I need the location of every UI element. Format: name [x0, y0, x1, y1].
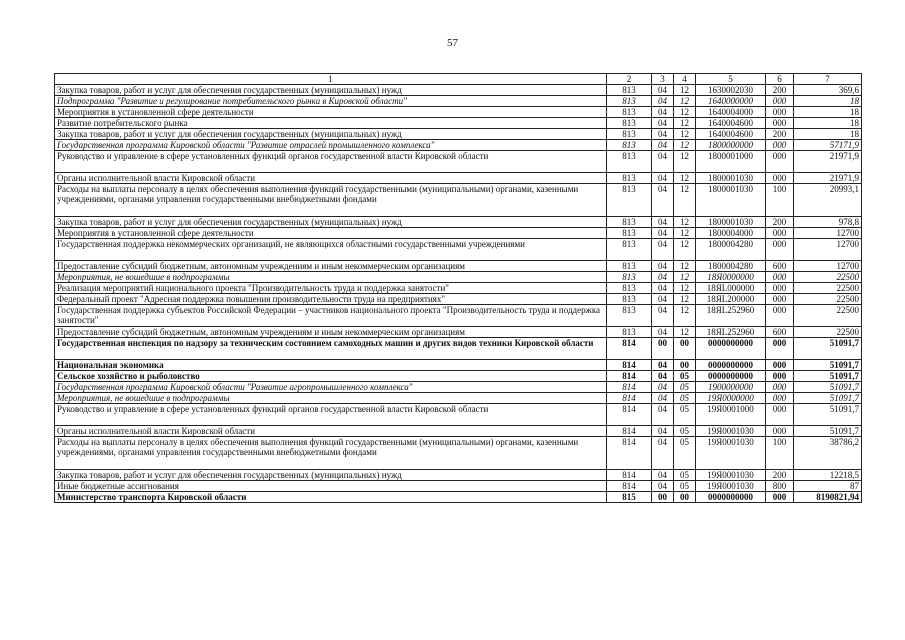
row-name: Закупка товаров, работ и услуг для обеспечения государственных (муниципальных) нужд: [55, 85, 607, 96]
row-ministry-code: 813: [607, 140, 652, 151]
row-subsection-code: 05: [674, 393, 696, 404]
row-section-code: 04: [652, 382, 674, 393]
row-name: Национальная экономика: [55, 360, 607, 371]
row-amount: 57171,9: [794, 140, 862, 151]
row-subsection-code: 12: [674, 129, 696, 140]
row-section-code: 04: [652, 283, 674, 294]
row-name: Развитие потребительского рынка: [55, 118, 607, 129]
row-target-article: 0000000000: [696, 371, 766, 382]
row-ministry-code: 813: [607, 129, 652, 140]
row-amount: 21971,9: [794, 173, 862, 184]
row-ministry-code: 813: [607, 217, 652, 228]
row-expense-type: 100: [766, 437, 794, 470]
row-subsection-code: 12: [674, 305, 696, 327]
row-name: Расходы на выплаты персоналу в целях обеспечения выполнения функций государственными (муниципальными) органами, казенными учреждениями, органами управления государственными внебюджетными фондами: [55, 437, 607, 470]
row-subsection-code: 12: [674, 217, 696, 228]
row-expense-type: 000: [766, 96, 794, 107]
row-expense-type: 200: [766, 217, 794, 228]
row-subsection-code: 12: [674, 173, 696, 184]
row-ministry-code: 814: [607, 437, 652, 470]
row-name: Государственная поддержка некоммерческих организаций, не являющихся областными государственными учреждениями: [55, 239, 607, 261]
row-name: Государственная поддержка субъектов Российской Федерации – участников национального проекта "Производительность труда и поддержка занятости": [55, 305, 607, 327]
row-expense-type: 000: [766, 272, 794, 283]
row-amount: 51091,7: [794, 371, 862, 382]
row-ministry-code: 813: [607, 85, 652, 96]
row-ministry-code: 813: [607, 107, 652, 118]
table-row: [55, 129, 862, 140]
row-expense-type: 000: [766, 107, 794, 118]
row-target-article: 1800000000: [696, 140, 766, 151]
row-section-code: 04: [652, 228, 674, 239]
row-expense-type: 000: [766, 228, 794, 239]
row-subsection-code: 12: [674, 85, 696, 96]
header-cell-2: 2: [607, 74, 652, 85]
row-subsection-code: 00: [674, 360, 696, 371]
row-amount: 18: [794, 96, 862, 107]
row-amount: 22500: [794, 294, 862, 305]
table-row: [55, 426, 862, 437]
table-row: [55, 492, 862, 503]
row-ministry-code: 813: [607, 184, 652, 217]
row-ministry-code: 813: [607, 327, 652, 338]
row-expense-type: 600: [766, 261, 794, 272]
row-amount: 51091,7: [794, 426, 862, 437]
row-amount: 22500: [794, 305, 862, 327]
row-subsection-code: 12: [674, 118, 696, 129]
row-name: Закупка товаров, работ и услуг для обеспечения государственных (муниципальных) нужд: [55, 217, 607, 228]
row-target-article: 19Я0001030: [696, 426, 766, 437]
row-target-article: 18ЯL252960: [696, 327, 766, 338]
row-section-code: 04: [652, 129, 674, 140]
row-target-article: 18ЯL252960: [696, 305, 766, 327]
row-subsection-code: 05: [674, 426, 696, 437]
row-target-article: 1800004280: [696, 239, 766, 261]
row-target-article: 1800001030: [696, 173, 766, 184]
row-expense-type: 200: [766, 129, 794, 140]
row-expense-type: 000: [766, 151, 794, 173]
row-target-article: 1800001030: [696, 217, 766, 228]
row-target-article: 1640004600: [696, 118, 766, 129]
table-row: [55, 118, 862, 129]
table-row: [55, 371, 862, 382]
header-cell-7: 7: [794, 74, 862, 85]
row-name: Сельское хозяйство и рыболовство: [55, 371, 607, 382]
row-ministry-code: 813: [607, 294, 652, 305]
row-subsection-code: 12: [674, 228, 696, 239]
row-expense-type: 000: [766, 173, 794, 184]
row-target-article: 1900000000: [696, 382, 766, 393]
row-name: Органы исполнительной власти Кировской области: [55, 173, 607, 184]
row-expense-type: 100: [766, 184, 794, 217]
row-section-code: 00: [652, 492, 674, 503]
table-row: [55, 294, 862, 305]
row-expense-type: 000: [766, 118, 794, 129]
row-expense-type: 000: [766, 371, 794, 382]
row-ministry-code: 814: [607, 371, 652, 382]
row-name: Государственная программа Кировской области "Развитие агропромышленного комплекса": [55, 382, 607, 393]
row-target-article: 19Я0001000: [696, 404, 766, 426]
header-cell-5: 5: [696, 74, 766, 85]
page-number: 57: [447, 37, 458, 49]
row-amount: 18: [794, 129, 862, 140]
row-ministry-code: 814: [607, 470, 652, 481]
row-expense-type: 200: [766, 85, 794, 96]
row-target-article: 19Я0000000: [696, 393, 766, 404]
row-ministry-code: 814: [607, 393, 652, 404]
table-row: [55, 173, 862, 184]
table-row: [55, 96, 862, 107]
row-amount: 51091,7: [794, 393, 862, 404]
row-section-code: 04: [652, 305, 674, 327]
row-section-code: 04: [652, 217, 674, 228]
row-subsection-code: 05: [674, 382, 696, 393]
row-ministry-code: 814: [607, 426, 652, 437]
row-ministry-code: 813: [607, 283, 652, 294]
table-row: [55, 437, 862, 470]
row-subsection-code: 12: [674, 151, 696, 173]
row-subsection-code: 12: [674, 96, 696, 107]
header-cell-4: 4: [674, 74, 696, 85]
row-section-code: 04: [652, 272, 674, 283]
row-name: Федеральный проект "Адресная поддержка повышения производительности труда на предприятиях": [55, 294, 607, 305]
row-section-code: 04: [652, 481, 674, 492]
row-amount: 22500: [794, 272, 862, 283]
row-amount: 18: [794, 107, 862, 118]
row-ministry-code: 815: [607, 492, 652, 503]
row-subsection-code: 12: [674, 140, 696, 151]
row-target-article: 0000000000: [696, 492, 766, 503]
row-name: Мероприятия, не вошедшие в подпрограммы: [55, 272, 607, 283]
row-name: Министерство транспорта Кировской области: [55, 492, 607, 503]
table-row: [55, 481, 862, 492]
row-target-article: 1800004280: [696, 261, 766, 272]
table-row: [55, 404, 862, 426]
row-name: Предоставление субсидий бюджетным, автономным учреждениям и иным некоммерческим организациям: [55, 261, 607, 272]
row-target-article: 18Я0000000: [696, 272, 766, 283]
row-section-code: 04: [652, 184, 674, 217]
row-expense-type: 000: [766, 338, 794, 360]
row-amount: 8190821,94: [794, 492, 862, 503]
row-name: Иные бюджетные ассигнования: [55, 481, 607, 492]
budget-table: [54, 73, 862, 503]
row-name: Мероприятия в установленной сфере деятельности: [55, 228, 607, 239]
header-cell-1: 1: [55, 74, 607, 85]
row-subsection-code: 05: [674, 371, 696, 382]
row-section-code: 04: [652, 294, 674, 305]
row-amount: 51091,7: [794, 404, 862, 426]
row-name: Руководство и управление в сфере установленных функций органов государственной власти Кировской области: [55, 151, 607, 173]
row-target-article: 1800001030: [696, 184, 766, 217]
table-row: [55, 360, 862, 371]
row-name: Подпрограмма "Развитие и регулирование потребительского рынка в Кировской области": [55, 96, 607, 107]
row-expense-type: 000: [766, 404, 794, 426]
row-ministry-code: 814: [607, 481, 652, 492]
row-name: Руководство и управление в сфере установленных функций органов государственной власти Кировской области: [55, 404, 607, 426]
table-row: [55, 140, 862, 151]
row-section-code: 00: [652, 338, 674, 360]
row-amount: 22500: [794, 327, 862, 338]
row-section-code: 04: [652, 437, 674, 470]
row-amount: 21971,9: [794, 151, 862, 173]
row-name: Предоставление субсидий бюджетным, автономным учреждениям и иным некоммерческим организациям: [55, 327, 607, 338]
table-row: [55, 107, 862, 118]
row-section-code: 04: [652, 118, 674, 129]
row-subsection-code: 12: [674, 294, 696, 305]
row-subsection-code: 12: [674, 184, 696, 217]
row-section-code: 04: [652, 393, 674, 404]
row-amount: 51091,7: [794, 338, 862, 360]
row-target-article: 0000000000: [696, 338, 766, 360]
row-ministry-code: 814: [607, 360, 652, 371]
row-section-code: 04: [652, 404, 674, 426]
row-subsection-code: 05: [674, 481, 696, 492]
row-expense-type: 000: [766, 294, 794, 305]
row-expense-type: 000: [766, 140, 794, 151]
table-row: [55, 272, 862, 283]
row-target-article: 18ЯL200000: [696, 294, 766, 305]
row-name: Закупка товаров, работ и услуг для обеспечения государственных (муниципальных) нужд: [55, 470, 607, 481]
row-name: Закупка товаров, работ и услуг для обеспечения государственных (муниципальных) нужд: [55, 129, 607, 140]
row-expense-type: 000: [766, 492, 794, 503]
row-section-code: 04: [652, 85, 674, 96]
header-cell-3: 3: [652, 74, 674, 85]
table-row: [55, 327, 862, 338]
table-row: [55, 85, 862, 96]
row-target-article: 1640004000: [696, 107, 766, 118]
row-ministry-code: 813: [607, 239, 652, 261]
row-section-code: 04: [652, 151, 674, 173]
header-cell-6: 6: [766, 74, 794, 85]
row-subsection-code: 12: [674, 261, 696, 272]
row-section-code: 04: [652, 360, 674, 371]
row-section-code: 04: [652, 173, 674, 184]
row-amount: 51091,7: [794, 382, 862, 393]
row-expense-type: 000: [766, 283, 794, 294]
row-subsection-code: 12: [674, 283, 696, 294]
row-amount: 12700: [794, 239, 862, 261]
row-expense-type: 800: [766, 481, 794, 492]
row-name: Мероприятия, не вошедшие в подпрограммы: [55, 393, 607, 404]
row-ministry-code: 814: [607, 404, 652, 426]
row-expense-type: 000: [766, 426, 794, 437]
row-name: Реализация мероприятий национального проекта "Производительность труда и поддержка занятости": [55, 283, 607, 294]
row-target-article: 1630002030: [696, 85, 766, 96]
row-amount: 12700: [794, 261, 862, 272]
row-amount: 38786,2: [794, 437, 862, 470]
row-subsection-code: 00: [674, 338, 696, 360]
row-subsection-code: 05: [674, 437, 696, 470]
row-amount: 12700: [794, 228, 862, 239]
row-section-code: 04: [652, 426, 674, 437]
row-section-code: 04: [652, 107, 674, 118]
row-amount: 20993,1: [794, 184, 862, 217]
table-row: [55, 283, 862, 294]
row-expense-type: 000: [766, 305, 794, 327]
table-row: [55, 217, 862, 228]
row-ministry-code: 813: [607, 173, 652, 184]
row-name: Расходы на выплаты персоналу в целях обеспечения выполнения функций государственными (муниципальными) органами, казенными учреждениями, органами управления государственными внебюджетными фондами: [55, 184, 607, 217]
table-row: [55, 338, 862, 360]
row-expense-type: 000: [766, 393, 794, 404]
row-section-code: 04: [652, 239, 674, 261]
row-section-code: 04: [652, 140, 674, 151]
table-row: [55, 228, 862, 239]
row-name: Государственная программа Кировской области "Развитие отраслей промышленного комплекса": [55, 140, 607, 151]
table-row: [55, 393, 862, 404]
row-amount: 12218,5: [794, 470, 862, 481]
row-section-code: 04: [652, 96, 674, 107]
row-target-article: 18ЯL000000: [696, 283, 766, 294]
row-amount: 369,6: [794, 85, 862, 96]
row-target-article: 19Я0001030: [696, 470, 766, 481]
row-section-code: 04: [652, 261, 674, 272]
row-expense-type: 600: [766, 327, 794, 338]
row-subsection-code: 05: [674, 470, 696, 481]
row-subsection-code: 12: [674, 107, 696, 118]
row-section-code: 04: [652, 371, 674, 382]
row-ministry-code: 813: [607, 305, 652, 327]
row-subsection-code: 12: [674, 239, 696, 261]
table-row: [55, 382, 862, 393]
row-target-article: 19Я0001030: [696, 437, 766, 470]
row-amount: 978,8: [794, 217, 862, 228]
table-header-row: [55, 74, 862, 85]
row-amount: 87: [794, 481, 862, 492]
row-subsection-code: 12: [674, 327, 696, 338]
row-amount: 51091,7: [794, 360, 862, 371]
row-ministry-code: 813: [607, 272, 652, 283]
row-expense-type: 200: [766, 470, 794, 481]
row-ministry-code: 814: [607, 338, 652, 360]
table-row: [55, 151, 862, 173]
row-target-article: 1640004600: [696, 129, 766, 140]
row-ministry-code: 813: [607, 261, 652, 272]
row-expense-type: 000: [766, 360, 794, 371]
row-ministry-code: 813: [607, 228, 652, 239]
row-amount: 22500: [794, 283, 862, 294]
row-section-code: 04: [652, 470, 674, 481]
row-subsection-code: 12: [674, 272, 696, 283]
row-amount: 18: [794, 118, 862, 129]
row-ministry-code: 814: [607, 382, 652, 393]
row-expense-type: 000: [766, 239, 794, 261]
row-target-article: 1800004000: [696, 228, 766, 239]
table-row: [55, 305, 862, 327]
row-ministry-code: 813: [607, 118, 652, 129]
row-name: Государственная инспекция по надзору за техническим состоянием самоходных машин и других видов техники Кировской области: [55, 338, 607, 360]
row-target-article: 0000000000: [696, 360, 766, 371]
row-target-article: 1640000000: [696, 96, 766, 107]
row-ministry-code: 813: [607, 151, 652, 173]
table-row: [55, 239, 862, 261]
table-row: [55, 470, 862, 481]
row-target-article: 1800001000: [696, 151, 766, 173]
row-ministry-code: 813: [607, 96, 652, 107]
row-section-code: 04: [652, 327, 674, 338]
row-subsection-code: 05: [674, 404, 696, 426]
row-subsection-code: 00: [674, 492, 696, 503]
row-name: Мероприятия в установленной сфере деятельности: [55, 107, 607, 118]
table-row: [55, 261, 862, 272]
table-row: [55, 184, 862, 217]
row-expense-type: 000: [766, 382, 794, 393]
row-target-article: 19Я0001030: [696, 481, 766, 492]
row-name: Органы исполнительной власти Кировской области: [55, 426, 607, 437]
